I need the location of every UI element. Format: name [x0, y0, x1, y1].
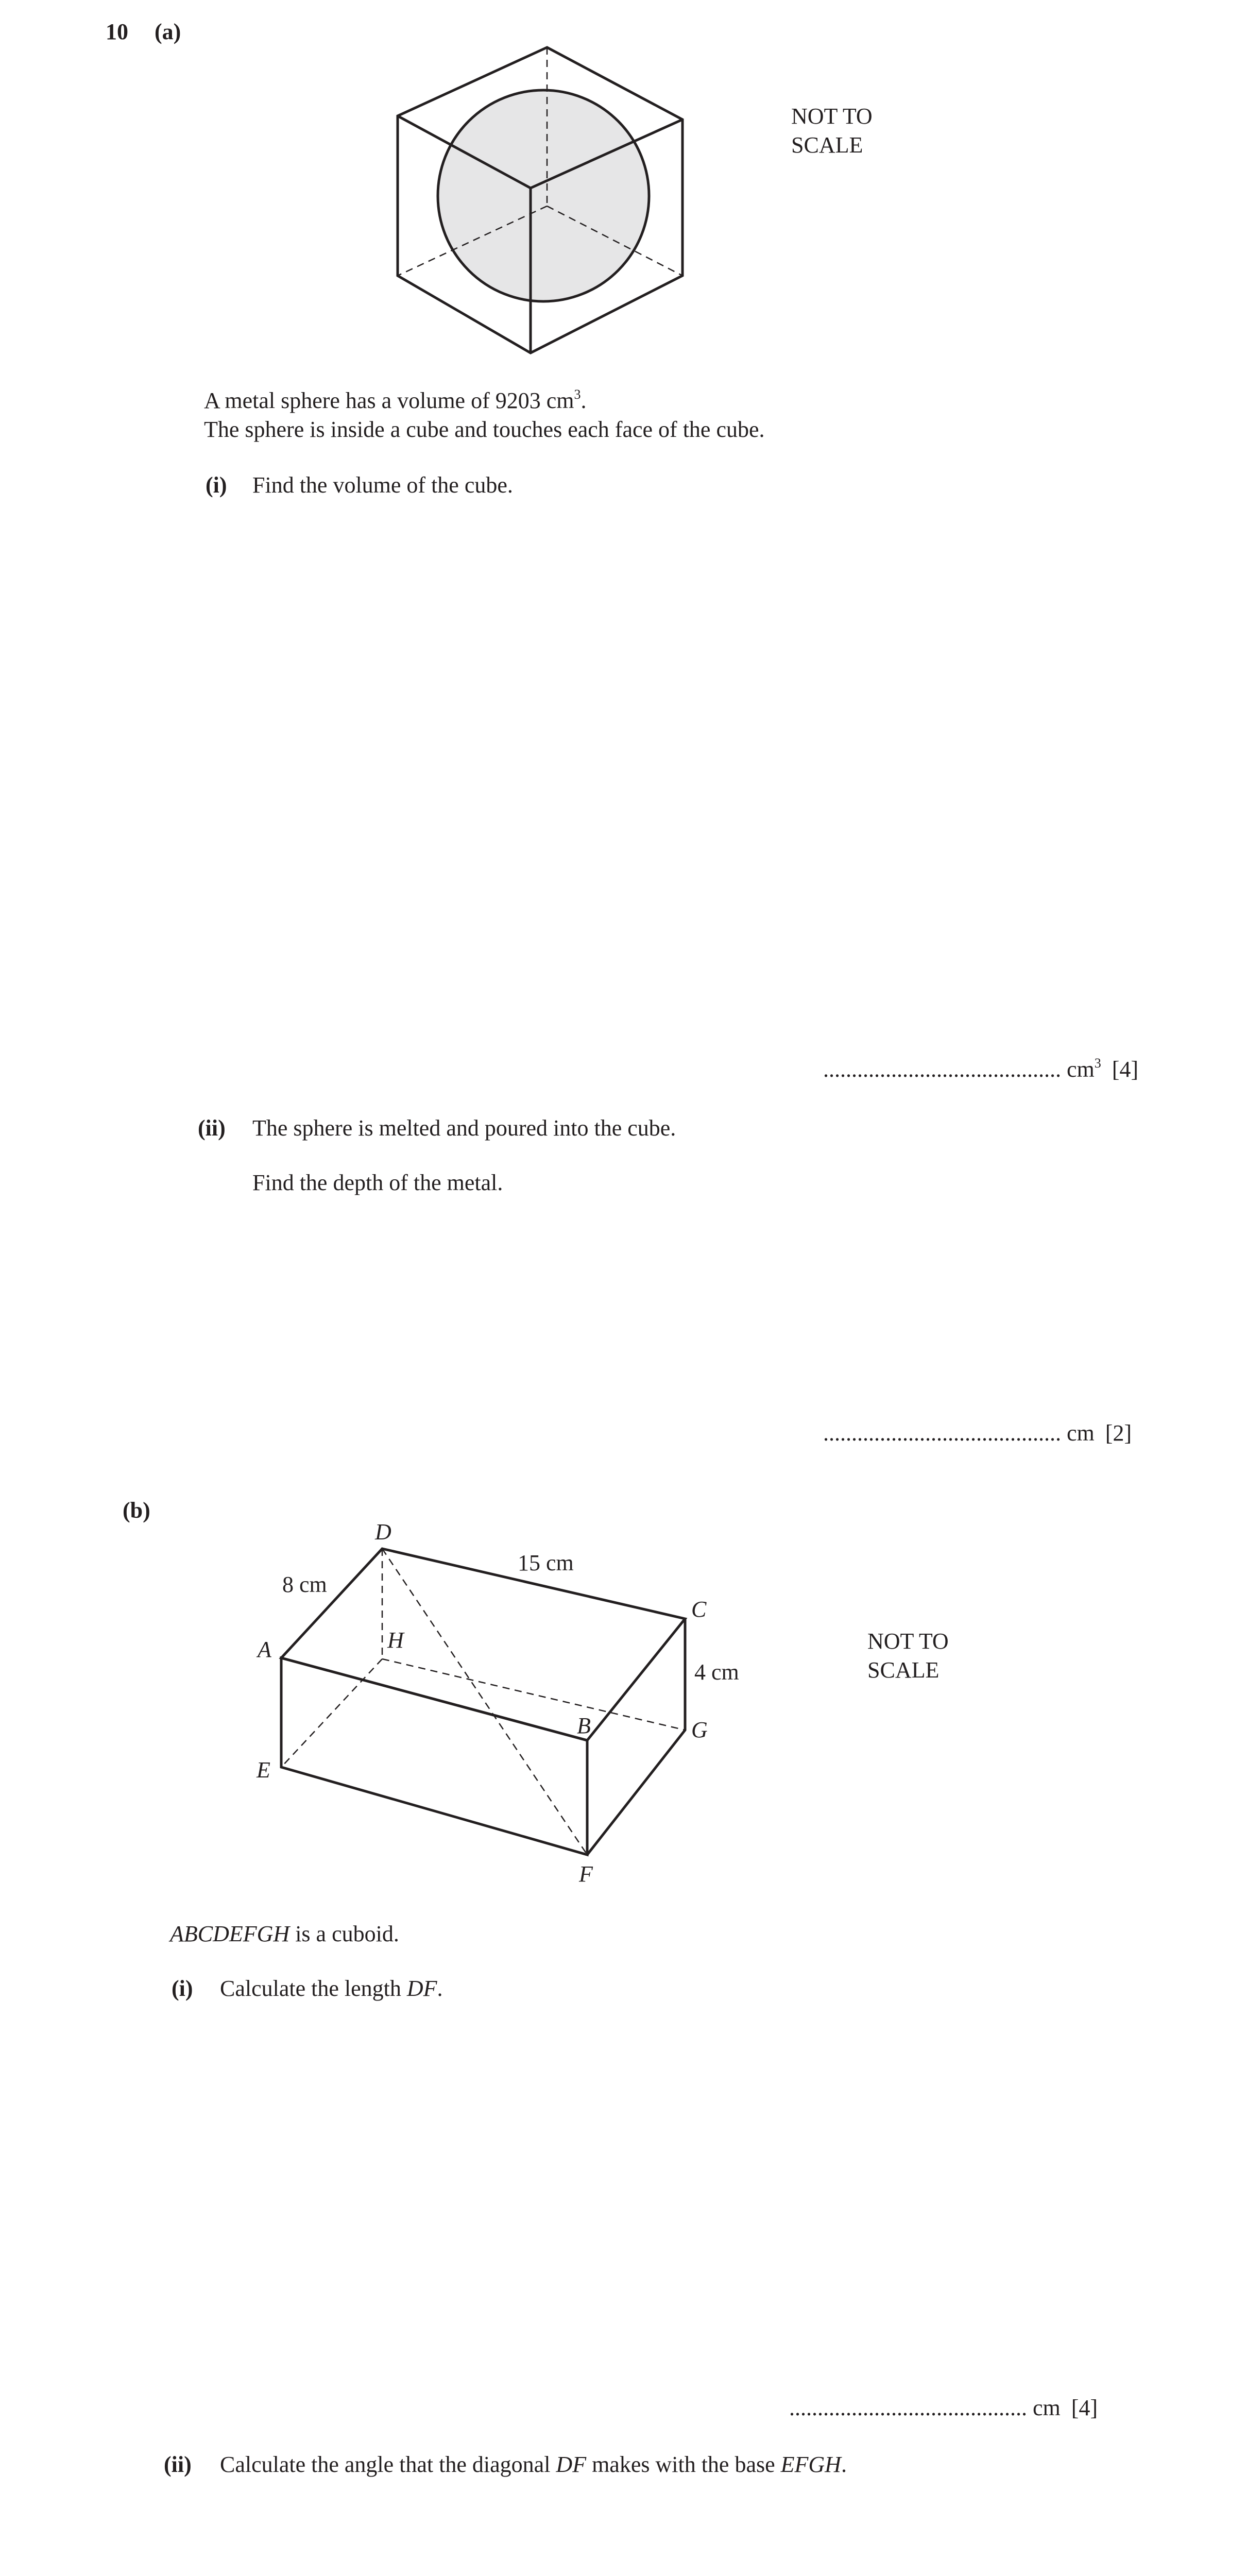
part-a-ii-text1: The sphere is melted and poured into the cube.	[252, 1115, 676, 1141]
answer-unit: cm	[1033, 2395, 1061, 2420]
part-a-ii-text2: Find the depth of the metal.	[252, 1170, 503, 1195]
vertex-label-h: H	[387, 1628, 404, 1653]
dimension-dc: 15 cm	[518, 1550, 574, 1575]
vertex-label-a: A	[258, 1637, 271, 1662]
part-a-i-text: Find the volume of the cube.	[252, 472, 513, 498]
answer-dots: ..........................................	[823, 1057, 1061, 1082]
part-a-ii-label: (ii)	[198, 1115, 226, 1141]
part-b-i-answer-line[interactable]	[789, 2395, 1098, 2422]
part-a-i-label: (i)	[206, 472, 227, 498]
dimension-ad: 8 cm	[282, 1572, 327, 1597]
not-to-scale-b-line1: NOT TO	[867, 1629, 949, 1654]
front-face	[281, 1658, 587, 1855]
answer-unit: cm	[1067, 1420, 1095, 1446]
part-a-ii-answer-line[interactable]	[823, 1420, 1132, 1447]
part-b-ii-label: (ii)	[164, 2452, 192, 2477]
vertex-label-g: G	[691, 1717, 708, 1742]
part-b-i-text: Calculate the length DF.	[220, 1976, 443, 2001]
vertex-label-b: B	[577, 1713, 591, 1738]
dimension-cg: 4 cm	[694, 1659, 739, 1685]
right-face	[587, 1619, 685, 1855]
vertex-label-d: D	[375, 1519, 391, 1545]
marks: [2]	[1105, 1420, 1132, 1446]
part-a-label: (a)	[155, 19, 181, 44]
part-a-stem-line2: The sphere is inside a cube and touches each face of the cube.	[204, 417, 765, 442]
vertex-label-e: E	[257, 1757, 270, 1783]
sphere	[438, 90, 649, 301]
not-to-scale-a-line1: NOT TO	[791, 104, 873, 129]
answer-dots: ..........................................	[823, 1420, 1061, 1446]
vertex-label-f: F	[579, 1861, 593, 1887]
marks: [4]	[1071, 2395, 1098, 2420]
sphere-in-cube-diagram	[391, 41, 690, 361]
answer-unit: cm	[1067, 1057, 1095, 1082]
not-to-scale-a-line2: SCALE	[791, 132, 863, 158]
part-b-label: (b)	[123, 1498, 150, 1523]
cuboid-diagram	[247, 1510, 773, 1901]
part-b-i-label: (i)	[172, 1976, 193, 2001]
vertex-label-c: C	[691, 1597, 707, 1622]
not-to-scale-b-line2: SCALE	[867, 1657, 940, 1683]
question-number: 10	[106, 19, 128, 44]
diagonal-df	[382, 1549, 587, 1855]
marks: [4]	[1112, 1057, 1139, 1082]
edge-hg	[382, 1659, 685, 1730]
part-a-stem-line1: A metal sphere has a volume of 9203 $cm^3$.	[204, 387, 587, 413]
part-b-ii-text: Calculate the angle that the diagonal DF makes with the base EFGH.	[220, 2452, 847, 2477]
part-a-i-answer-line[interactable]: .......................................... $cm^3$ [4]	[823, 1056, 1139, 1082]
edge-he	[281, 1659, 382, 1767]
answer-dots: ..........................................	[789, 2395, 1027, 2420]
part-b-stem: ABCDEFGH is a cuboid.	[170, 1921, 399, 1946]
